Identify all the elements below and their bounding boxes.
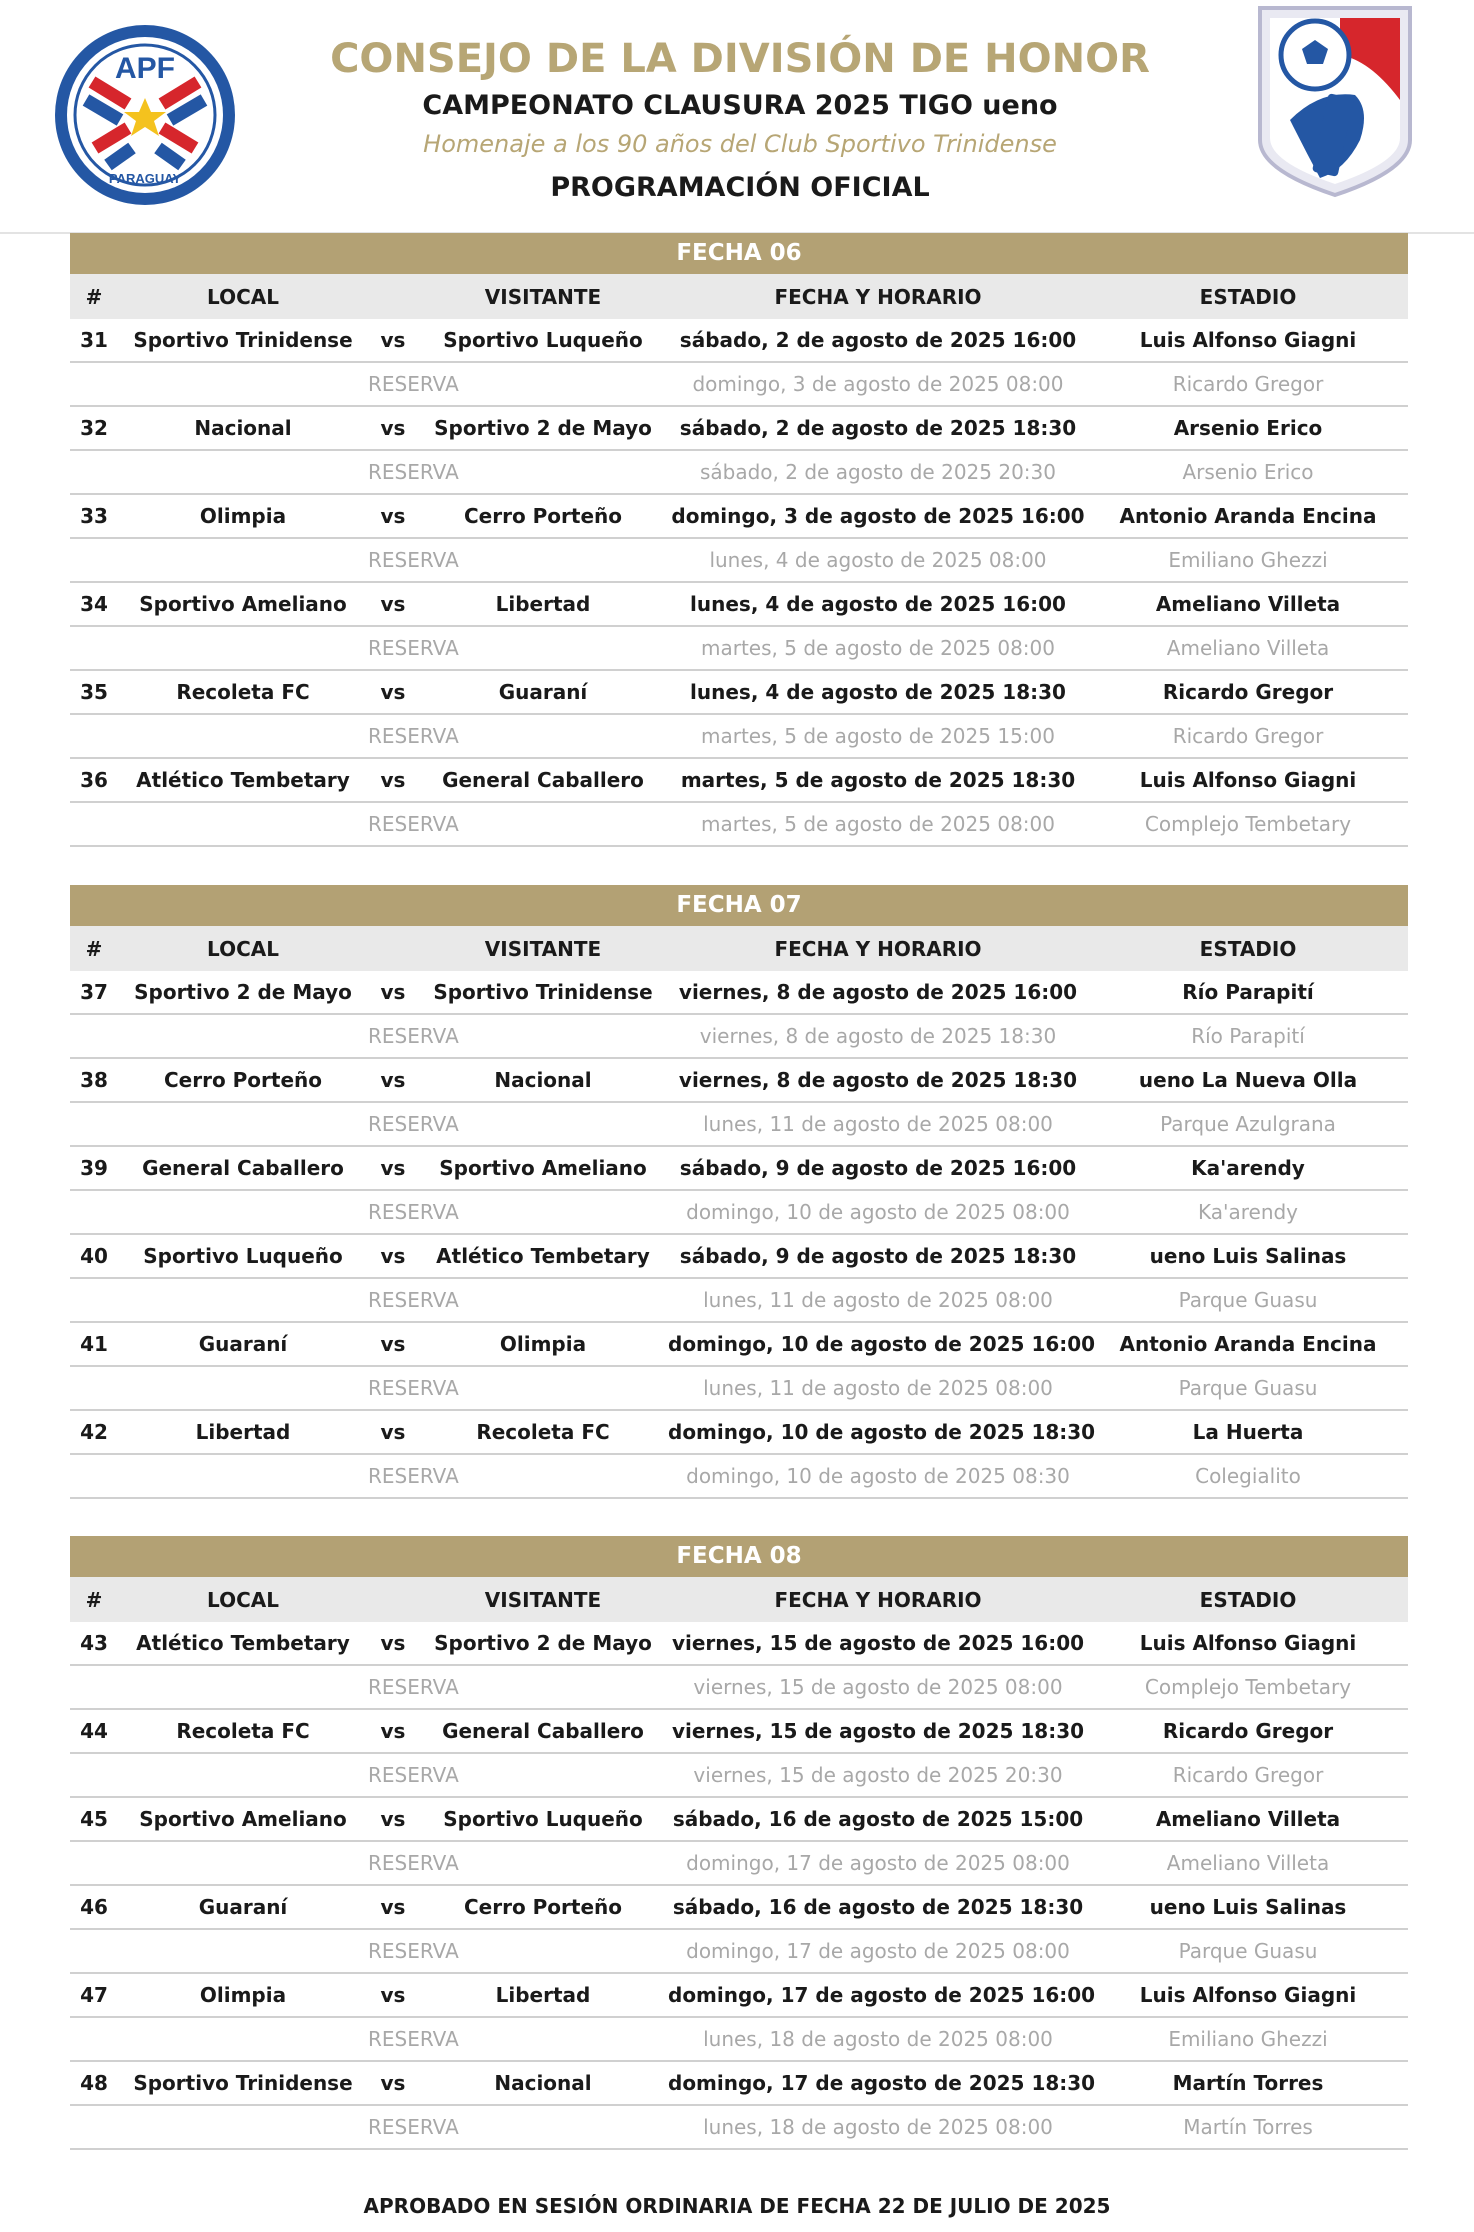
reserva-datetime: lunes, 18 de agosto de 2025 08:00 — [668, 2105, 1088, 2149]
col-local: LOCAL — [118, 1577, 368, 1622]
local-team: General Caballero — [118, 1146, 368, 1190]
reserva-label: RESERVA — [368, 1665, 418, 1709]
reserva-empty-cell — [70, 1190, 368, 1234]
match-datetime: sábado, 16 de agosto de 2025 15:00 — [668, 1797, 1088, 1841]
reserva-empty-cell — [70, 1102, 368, 1146]
reserva-label: RESERVA — [368, 450, 418, 494]
reserva-datetime: viernes, 15 de agosto de 2025 08:00 — [668, 1665, 1088, 1709]
local-team: Libertad — [118, 1410, 368, 1454]
match-datetime: domingo, 17 de agosto de 2025 18:30 — [668, 2061, 1088, 2105]
local-team: Sportivo 2 de Mayo — [118, 971, 368, 1014]
approval-footer: APROBADO EN SESIÓN ORDINARIA DE FECHA 22 DE JULIO DE 2025 — [363, 2194, 1111, 2218]
reserva-stadium: Martín Torres — [1088, 2105, 1408, 2149]
page-header — [0, 0, 1474, 232]
local-team: Guaraní — [118, 1885, 368, 1929]
match-row — [70, 1973, 1408, 2017]
visitante-team: Sportivo 2 de Mayo — [418, 406, 668, 450]
vs-label: vs — [368, 582, 418, 626]
reserva-stadium: Parque Guasu — [1088, 1929, 1408, 1973]
col-visitante: VISITANTE — [418, 926, 668, 971]
reserva-datetime: domingo, 10 de agosto de 2025 08:00 — [668, 1190, 1088, 1234]
fecha-07-section — [70, 885, 1408, 1499]
local-team: Sportivo Trinidense — [118, 2061, 368, 2105]
match-number: 47 — [70, 1973, 118, 2017]
visitante-team: Nacional — [418, 1058, 668, 1102]
visitante-team: General Caballero — [418, 1709, 668, 1753]
visitante-team: Sportivo Luqueño — [418, 319, 668, 362]
reserva-datetime: martes, 5 de agosto de 2025 15:00 — [668, 714, 1088, 758]
reserva-empty-cell — [70, 1278, 368, 1322]
apf-logo-text: APF — [115, 52, 175, 85]
reserva-empty-cell — [70, 802, 368, 846]
reserva-label: RESERVA — [368, 538, 418, 582]
visitante-team: Libertad — [418, 1973, 668, 2017]
reserva-empty-cell — [70, 1841, 368, 1885]
match-stadium: Ameliano Villeta — [1088, 582, 1408, 626]
col-num: # — [70, 274, 118, 319]
col-local: LOCAL — [118, 274, 368, 319]
match-row — [70, 1622, 1408, 1665]
schedule-body — [70, 971, 1408, 1498]
local-team: Olimpia — [118, 1973, 368, 2017]
schedule-table — [70, 274, 1408, 847]
visitante-team: Cerro Porteño — [418, 1885, 668, 1929]
local-team: Atlético Tembetary — [118, 1622, 368, 1665]
reserva-row — [70, 1929, 1408, 1973]
league-crest-icon — [1250, 0, 1420, 200]
championship-subtitle: CAMPEONATO CLAUSURA 2025 TIGO ueno — [422, 90, 1058, 121]
vs-label: vs — [368, 1973, 418, 2017]
fecha-06-section — [70, 233, 1408, 847]
reserva-label: RESERVA — [368, 1753, 418, 1797]
apf-logo-icon — [50, 20, 240, 210]
fecha-08-section — [70, 1536, 1408, 2150]
match-number: 36 — [70, 758, 118, 802]
reserva-stadium: Ameliano Villeta — [1088, 1841, 1408, 1885]
match-datetime: martes, 5 de agosto de 2025 18:30 — [668, 758, 1088, 802]
reserva-row — [70, 1190, 1408, 1234]
vs-label: vs — [368, 1410, 418, 1454]
match-row — [70, 1146, 1408, 1190]
match-number: 42 — [70, 1410, 118, 1454]
local-team: Sportivo Ameliano — [118, 582, 368, 626]
col-estadio: ESTADIO — [1088, 926, 1408, 971]
reserva-row — [70, 362, 1408, 406]
reserva-empty-cell — [70, 1454, 368, 1498]
match-number: 32 — [70, 406, 118, 450]
vs-label: vs — [368, 1234, 418, 1278]
reserva-stadium: Colegialito — [1088, 1454, 1408, 1498]
reserva-row — [70, 1014, 1408, 1058]
col-visitante: VISITANTE — [418, 1577, 668, 1622]
col-num: # — [70, 926, 118, 971]
match-row — [70, 1234, 1408, 1278]
reserva-empty-cell — [70, 362, 368, 406]
visitante-team: Recoleta FC — [418, 1410, 668, 1454]
reserva-empty-cell — [70, 538, 368, 582]
reserva-label: RESERVA — [368, 2105, 418, 2149]
reserva-datetime: lunes, 11 de agosto de 2025 08:00 — [668, 1102, 1088, 1146]
match-datetime: viernes, 15 de agosto de 2025 16:00 — [668, 1622, 1088, 1665]
reserva-empty-cell — [70, 1929, 368, 1973]
match-number: 39 — [70, 1146, 118, 1190]
section-title: FECHA 06 — [70, 233, 1408, 274]
match-number: 38 — [70, 1058, 118, 1102]
local-team: Cerro Porteño — [118, 1058, 368, 1102]
col-vs — [368, 926, 418, 971]
match-stadium: Luis Alfonso Giagni — [1088, 319, 1408, 362]
reserva-label: RESERVA — [368, 1278, 418, 1322]
match-row — [70, 1797, 1408, 1841]
vs-label: vs — [368, 1146, 418, 1190]
match-number: 35 — [70, 670, 118, 714]
reserva-label: RESERVA — [368, 362, 418, 406]
reserva-empty-cell — [70, 1753, 368, 1797]
local-team: Sportivo Luqueño — [118, 1234, 368, 1278]
col-vs — [368, 274, 418, 319]
local-team: Sportivo Trinidense — [118, 319, 368, 362]
local-team: Sportivo Ameliano — [118, 1797, 368, 1841]
reserva-datetime: domingo, 17 de agosto de 2025 08:00 — [668, 1929, 1088, 1973]
col-vs — [368, 1577, 418, 1622]
match-number: 37 — [70, 971, 118, 1014]
vs-label: vs — [368, 1885, 418, 1929]
reserva-stadium: Arsenio Erico — [1088, 450, 1408, 494]
reserva-datetime: lunes, 11 de agosto de 2025 08:00 — [668, 1278, 1088, 1322]
reserva-empty-cell — [70, 2017, 368, 2061]
match-row — [70, 494, 1408, 538]
reserva-stadium: Emiliano Ghezzi — [1088, 2017, 1408, 2061]
schedule-body — [70, 1622, 1408, 2149]
reserva-datetime: viernes, 8 de agosto de 2025 18:30 — [668, 1014, 1088, 1058]
visitante-team: Sportivo Trinidense — [418, 971, 668, 1014]
vs-label: vs — [368, 670, 418, 714]
match-number: 34 — [70, 582, 118, 626]
match-number: 33 — [70, 494, 118, 538]
visitante-team: Sportivo Luqueño — [418, 1797, 668, 1841]
match-stadium: Antonio Aranda Encina — [1088, 494, 1408, 538]
match-row — [70, 1885, 1408, 1929]
match-datetime: sábado, 9 de agosto de 2025 16:00 — [668, 1146, 1088, 1190]
reserva-row — [70, 1454, 1408, 1498]
programacion-label: PROGRAMACIÓN OFICIAL — [550, 172, 930, 203]
match-stadium: Luis Alfonso Giagni — [1088, 1622, 1408, 1665]
match-row — [70, 2061, 1408, 2105]
match-row — [70, 319, 1408, 362]
reserva-label: RESERVA — [368, 1454, 418, 1498]
vs-label: vs — [368, 971, 418, 1014]
reserva-row — [70, 2017, 1408, 2061]
reserva-stadium: Parque Guasu — [1088, 1278, 1408, 1322]
reserva-stadium: Ka'arendy — [1088, 1190, 1408, 1234]
match-stadium: Martín Torres — [1088, 2061, 1408, 2105]
reserva-empty-cell — [70, 1665, 368, 1709]
match-datetime: viernes, 8 de agosto de 2025 16:00 — [668, 971, 1088, 1014]
match-stadium: Arsenio Erico — [1088, 406, 1408, 450]
local-team: Atlético Tembetary — [118, 758, 368, 802]
visitante-team: Olimpia — [418, 1322, 668, 1366]
match-datetime: viernes, 8 de agosto de 2025 18:30 — [668, 1058, 1088, 1102]
schedule-table — [70, 1577, 1408, 2150]
vs-label: vs — [368, 758, 418, 802]
col-fecha: FECHA Y HORARIO — [668, 926, 1088, 971]
visitante-team: General Caballero — [418, 758, 668, 802]
match-stadium: Río Parapití — [1088, 971, 1408, 1014]
vs-label: vs — [368, 1709, 418, 1753]
reserva-empty-cell — [70, 1014, 368, 1058]
col-visitante: VISITANTE — [418, 274, 668, 319]
reserva-label: RESERVA — [368, 1366, 418, 1410]
match-number: 44 — [70, 1709, 118, 1753]
reserva-label: RESERVA — [368, 1014, 418, 1058]
reserva-datetime: viernes, 15 de agosto de 2025 20:30 — [668, 1753, 1088, 1797]
match-datetime: domingo, 10 de agosto de 2025 18:30 — [668, 1410, 1088, 1454]
reserva-label: RESERVA — [368, 626, 418, 670]
reserva-datetime: sábado, 2 de agosto de 2025 20:30 — [668, 450, 1088, 494]
page-title: CONSEJO DE LA DIVISIÓN DE HONOR — [330, 36, 1150, 82]
reserva-stadium: Complejo Tembetary — [1088, 1665, 1408, 1709]
table-header-row — [70, 1577, 1408, 1622]
match-datetime: lunes, 4 de agosto de 2025 16:00 — [668, 582, 1088, 626]
col-fecha: FECHA Y HORARIO — [668, 1577, 1088, 1622]
match-datetime: sábado, 9 de agosto de 2025 18:30 — [668, 1234, 1088, 1278]
match-stadium: Antonio Aranda Encina — [1088, 1322, 1408, 1366]
match-stadium: Ricardo Gregor — [1088, 1709, 1408, 1753]
reserva-row — [70, 1102, 1408, 1146]
homenaje-line: Homenaje a los 90 años del Club Sportivo Trinidense — [423, 130, 1057, 158]
reserva-row — [70, 714, 1408, 758]
vs-label: vs — [368, 1322, 418, 1366]
reserva-datetime: domingo, 3 de agosto de 2025 08:00 — [668, 362, 1088, 406]
reserva-empty-cell — [70, 714, 368, 758]
vs-label: vs — [368, 406, 418, 450]
visitante-team: Sportivo 2 de Mayo — [418, 1622, 668, 1665]
match-row — [70, 758, 1408, 802]
match-stadium: ueno Luis Salinas — [1088, 1234, 1408, 1278]
reserva-datetime: lunes, 18 de agosto de 2025 08:00 — [668, 2017, 1088, 2061]
reserva-stadium: Ricardo Gregor — [1088, 714, 1408, 758]
reserva-datetime: domingo, 17 de agosto de 2025 08:00 — [668, 1841, 1088, 1885]
match-number: 48 — [70, 2061, 118, 2105]
match-stadium: Ricardo Gregor — [1088, 670, 1408, 714]
reserva-row — [70, 450, 1408, 494]
reserva-stadium: Complejo Tembetary — [1088, 802, 1408, 846]
vs-label: vs — [368, 1797, 418, 1841]
match-number: 41 — [70, 1322, 118, 1366]
reserva-row — [70, 538, 1408, 582]
col-num: # — [70, 1577, 118, 1622]
match-datetime: domingo, 17 de agosto de 2025 16:00 — [668, 1973, 1088, 2017]
vs-label: vs — [368, 494, 418, 538]
table-header-row — [70, 926, 1408, 971]
reserva-empty-cell — [70, 1366, 368, 1410]
reserva-datetime: domingo, 10 de agosto de 2025 08:30 — [668, 1454, 1088, 1498]
match-stadium: ueno La Nueva Olla — [1088, 1058, 1408, 1102]
reserva-row — [70, 2105, 1408, 2149]
vs-label: vs — [368, 1622, 418, 1665]
match-datetime: sábado, 2 de agosto de 2025 16:00 — [668, 319, 1088, 362]
reserva-row — [70, 1366, 1408, 1410]
reserva-label: RESERVA — [368, 2017, 418, 2061]
match-number: 46 — [70, 1885, 118, 1929]
reserva-label: RESERVA — [368, 714, 418, 758]
local-team: Nacional — [118, 406, 368, 450]
match-stadium: Luis Alfonso Giagni — [1088, 758, 1408, 802]
match-row — [70, 1058, 1408, 1102]
visitante-team: Atlético Tembetary — [418, 1234, 668, 1278]
reserva-row — [70, 1278, 1408, 1322]
section-title: FECHA 08 — [70, 1536, 1408, 1577]
match-row — [70, 971, 1408, 1014]
match-row — [70, 1322, 1408, 1366]
match-stadium: Ka'arendy — [1088, 1146, 1408, 1190]
match-row — [70, 406, 1408, 450]
match-number: 45 — [70, 1797, 118, 1841]
reserva-datetime: martes, 5 de agosto de 2025 08:00 — [668, 626, 1088, 670]
match-row — [70, 1410, 1408, 1454]
match-datetime: domingo, 3 de agosto de 2025 16:00 — [668, 494, 1088, 538]
local-team: Olimpia — [118, 494, 368, 538]
col-estadio: ESTADIO — [1088, 274, 1408, 319]
apf-logo-country: PARAGUAY — [108, 171, 182, 186]
match-row — [70, 670, 1408, 714]
reserva-label: RESERVA — [368, 1190, 418, 1234]
reserva-stadium: Ameliano Villeta — [1088, 626, 1408, 670]
reserva-empty-cell — [70, 450, 368, 494]
schedule-body — [70, 319, 1408, 846]
reserva-label: RESERVA — [368, 1929, 418, 1973]
reserva-empty-cell — [70, 2105, 368, 2149]
reserva-datetime: lunes, 4 de agosto de 2025 08:00 — [668, 538, 1088, 582]
col-local: LOCAL — [118, 926, 368, 971]
reserva-label: RESERVA — [368, 802, 418, 846]
visitante-team: Cerro Porteño — [418, 494, 668, 538]
local-team: Recoleta FC — [118, 670, 368, 714]
reserva-row — [70, 1665, 1408, 1709]
match-stadium: ueno Luis Salinas — [1088, 1885, 1408, 1929]
reserva-stadium: Parque Azulgrana — [1088, 1102, 1408, 1146]
reserva-stadium: Ricardo Gregor — [1088, 1753, 1408, 1797]
vs-label: vs — [368, 319, 418, 362]
col-fecha: FECHA Y HORARIO — [668, 274, 1088, 319]
vs-label: vs — [368, 1058, 418, 1102]
reserva-label: RESERVA — [368, 1841, 418, 1885]
match-datetime: viernes, 15 de agosto de 2025 18:30 — [668, 1709, 1088, 1753]
match-datetime: sábado, 16 de agosto de 2025 18:30 — [668, 1885, 1088, 1929]
schedule-table — [70, 926, 1408, 1499]
visitante-team: Guaraní — [418, 670, 668, 714]
col-estadio: ESTADIO — [1088, 1577, 1408, 1622]
reserva-empty-cell — [70, 626, 368, 670]
local-team: Recoleta FC — [118, 1709, 368, 1753]
vs-label: vs — [368, 2061, 418, 2105]
match-stadium: Ameliano Villeta — [1088, 1797, 1408, 1841]
match-row — [70, 1709, 1408, 1753]
reserva-datetime: martes, 5 de agosto de 2025 08:00 — [668, 802, 1088, 846]
local-team: Guaraní — [118, 1322, 368, 1366]
match-number: 40 — [70, 1234, 118, 1278]
reserva-stadium: Emiliano Ghezzi — [1088, 538, 1408, 582]
reserva-stadium: Ricardo Gregor — [1088, 362, 1408, 406]
match-datetime: domingo, 10 de agosto de 2025 16:00 — [668, 1322, 1088, 1366]
reserva-row — [70, 1841, 1408, 1885]
reserva-datetime: lunes, 11 de agosto de 2025 08:00 — [668, 1366, 1088, 1410]
visitante-team: Libertad — [418, 582, 668, 626]
match-stadium: Luis Alfonso Giagni — [1088, 1973, 1408, 2017]
reserva-stadium: Parque Guasu — [1088, 1366, 1408, 1410]
match-number: 43 — [70, 1622, 118, 1665]
reserva-row — [70, 802, 1408, 846]
match-stadium: La Huerta — [1088, 1410, 1408, 1454]
visitante-team: Nacional — [418, 2061, 668, 2105]
visitante-team: Sportivo Ameliano — [418, 1146, 668, 1190]
match-number: 31 — [70, 319, 118, 362]
reserva-label: RESERVA — [368, 1102, 418, 1146]
table-header-row — [70, 274, 1408, 319]
match-datetime: lunes, 4 de agosto de 2025 18:30 — [668, 670, 1088, 714]
reserva-row — [70, 626, 1408, 670]
match-datetime: sábado, 2 de agosto de 2025 18:30 — [668, 406, 1088, 450]
reserva-stadium: Río Parapití — [1088, 1014, 1408, 1058]
match-row — [70, 582, 1408, 626]
section-title: FECHA 07 — [70, 885, 1408, 926]
reserva-row — [70, 1753, 1408, 1797]
